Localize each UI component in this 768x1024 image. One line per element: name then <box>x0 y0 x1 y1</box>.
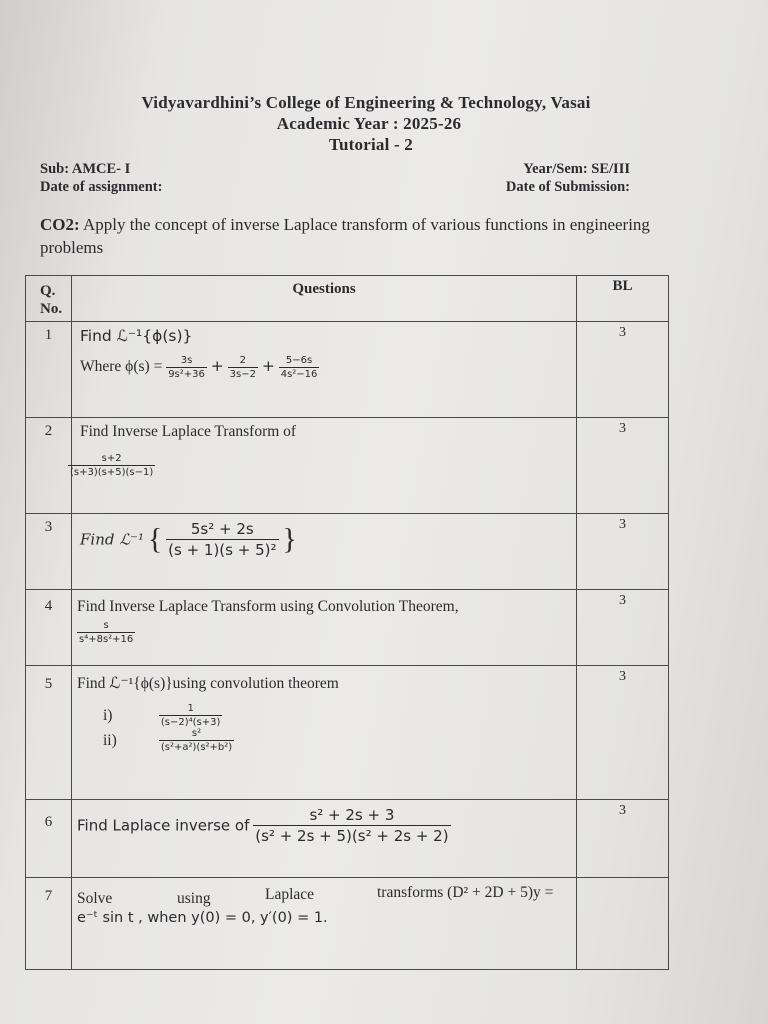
question-word: Laplace <box>265 886 315 903</box>
header-questions: Questions <box>72 276 577 322</box>
question-text: Find ℒ⁻¹{ϕ(s)} <box>80 327 193 345</box>
question-number: 5 <box>26 666 72 800</box>
table-row <box>26 800 669 878</box>
sub-question <box>103 703 576 728</box>
question-number: 6 <box>26 800 72 878</box>
question-expression <box>77 620 576 645</box>
plus-sign: + <box>210 357 224 376</box>
question-expression <box>80 355 576 380</box>
date-of-submission: Date of Submission: <box>505 179 630 195</box>
fraction: $\frac{\text{s² + 2s + 3}}{\text{(s² + 2s + 5)(s² + 2s + 2)}}$ <box>255 806 449 845</box>
question-number: 3 <box>26 514 72 590</box>
bloom-level: 3 <box>577 514 669 590</box>
question-text: Find ℒ⁻¹{ϕ(s)}using convolution theorem <box>77 675 339 692</box>
question-number: 7 <box>26 878 72 970</box>
bloom-level: 3 <box>577 418 669 514</box>
fraction: $\frac{s+2}{(s+3)(s+5)(s-1)}$ <box>70 453 154 478</box>
part-label: i) <box>103 706 113 724</box>
fraction: $\frac{3s}{\text{9s²+36}}$ <box>168 355 205 380</box>
college-name: Vidyavardhini’s College of Engineering & Technology, Vasai <box>141 93 591 112</box>
question-number: 2 <box>26 418 72 514</box>
bloom-level: 3 <box>577 590 669 666</box>
table-row <box>26 666 669 800</box>
fraction: $\frac{5-6s}{\text{4s²−16}}$ <box>280 355 318 380</box>
header-bl: BL <box>577 276 669 322</box>
question-content <box>72 514 577 590</box>
year-sem: Year/Sem: SE/III <box>523 161 630 177</box>
subject: Sub: AMCE- I <box>40 161 131 177</box>
question-line-1 <box>77 884 576 908</box>
bloom-level: 3 <box>577 322 669 418</box>
document-header <box>0 92 768 155</box>
table-row <box>26 590 669 666</box>
question-number: 4 <box>26 590 72 666</box>
fraction: $\frac{1}{\text{(s−2)⁴(s+3)}}$ <box>160 703 221 728</box>
question-expression <box>68 453 576 478</box>
left-brace: { <box>147 522 163 556</box>
academic-year: Academic Year : 2025-26 <box>276 114 462 133</box>
question-number: 1 <box>26 322 72 418</box>
question-content <box>72 590 577 666</box>
question-text: Find Laplace inverse of <box>77 816 250 835</box>
question-text: Find ℒ⁻¹ <box>80 530 144 549</box>
question-line-2: e⁻ᵗ sin t , when y(0) = 0, y′(0) = 1. <box>77 910 328 926</box>
table-header-row <box>26 276 669 322</box>
bloom-level <box>577 878 669 970</box>
fraction: $\frac{\text{5s² + 2s}}{\text{(s + 1)(s + 5)²}}$ <box>168 520 277 559</box>
question-word: Solve <box>77 890 113 907</box>
part-label: ii) <box>103 731 117 749</box>
question-content <box>72 418 577 514</box>
co-label: CO2: <box>40 215 80 234</box>
bloom-level: 3 <box>577 666 669 800</box>
question-content <box>72 878 577 970</box>
date-of-assignment: Date of assignment: <box>40 179 163 195</box>
table-row <box>26 514 669 590</box>
question-content <box>72 800 577 878</box>
course-outcome <box>40 213 660 259</box>
question-content <box>72 322 577 418</box>
plus-sign: + <box>261 357 275 376</box>
fraction: $\frac{s}{\text{s⁴+8s²+16}}$ <box>79 620 134 645</box>
question-content <box>72 666 577 800</box>
right-brace: } <box>282 522 297 556</box>
table-row <box>26 878 669 970</box>
where-label: Where ϕ(s) = <box>80 358 163 376</box>
question-text: Find Inverse Laplace Transform using Convolution Theorem, <box>77 598 459 615</box>
tutorial-title: Tutorial - 2 <box>329 135 413 154</box>
co-text: Apply the concept of inverse Laplace transform of various functions in engineering problems <box>40 215 650 257</box>
header-qno: Q. No. <box>26 276 72 322</box>
table-row <box>26 418 669 514</box>
bloom-level: 3 <box>577 800 669 878</box>
sub-question <box>103 728 576 753</box>
fraction: $\frac{\text{s²}}{\text{(s²+a²)(s²+b²)}}$ <box>160 728 233 753</box>
fraction: $\frac{2}{3s-2}$ <box>229 355 256 380</box>
question-word: transforms (D² + 2D + 5)y = <box>377 884 554 901</box>
question-word: using <box>177 890 211 907</box>
table-row <box>26 322 669 418</box>
questions-table <box>25 275 669 970</box>
question-text: Find Inverse Laplace Transform of <box>80 423 297 440</box>
